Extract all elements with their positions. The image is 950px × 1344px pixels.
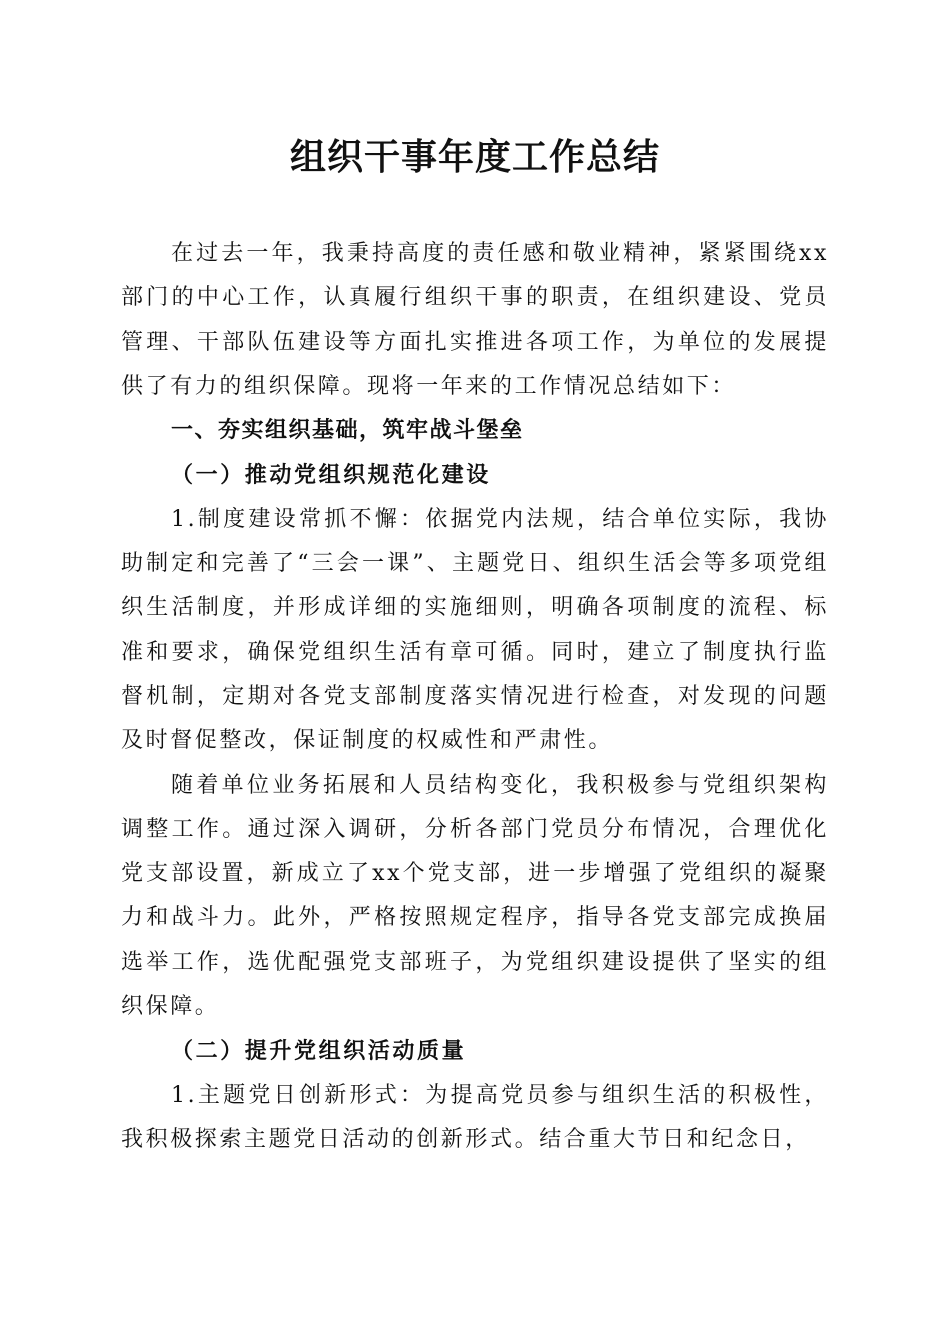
subsection-heading-1: （一）推动党组织规范化建设 xyxy=(171,462,491,489)
subsection-heading-2: （二）提升党组织活动质量 xyxy=(171,1038,467,1065)
section-heading-1: 一、夯实组织基础，筑牢战斗堡垒 xyxy=(171,418,524,444)
intro-paragraph: 在过去一年，我秉持高度的责任感和敬业精神，紧紧围绕xx部门的中心工作，认真履行组织干事的职责，在组织建设、党员管理、干部队伍建设等方面扎实推进各项工作，为单位的发展提供了有力的组织保障。现将一年来的工作情况总结如下： xyxy=(121,241,829,399)
paragraph-structure-adjustment: 随着单位业务拓展和人员结构变化，我积极参与党组织架构调整工作。通过深入调研，分析各部门党员分布情况，合理优化党支部设置，新成立了xx个党支部，进一步增强了党组织的凝聚力和战斗力。此外，严格按照规定程序，指导各党支部完成换届选举工作，选优配强党支部班子，为党组织建设提供了坚实的组织保障。 xyxy=(121,772,829,1020)
paragraph-system-building: 1.制度建设常抓不懈：依据党内法规，结合单位实际，我协助制定和完善了“三会一课”、主题党日、组织生活会等多项党组织生活制度，并形成详细的实施细则，明确各项制度的流程、标准和要求，确保党组织生活有章可循。同时，建立了制度执行监督机制，定期对各党支部制度落实情况进行检查，对发现的问题及时督促整改，保证制度的权威性和严肃性。 xyxy=(121,506,829,754)
document-body xyxy=(121,232,829,1162)
document-title: 组织干事年度工作总结 xyxy=(289,137,660,178)
paragraph-theme-day: 1.主题党日创新形式：为提高党员参与组织生活的积极性，我积极探索主题党日活动的创新形式。结合重大节日和纪念日， xyxy=(121,1082,829,1152)
